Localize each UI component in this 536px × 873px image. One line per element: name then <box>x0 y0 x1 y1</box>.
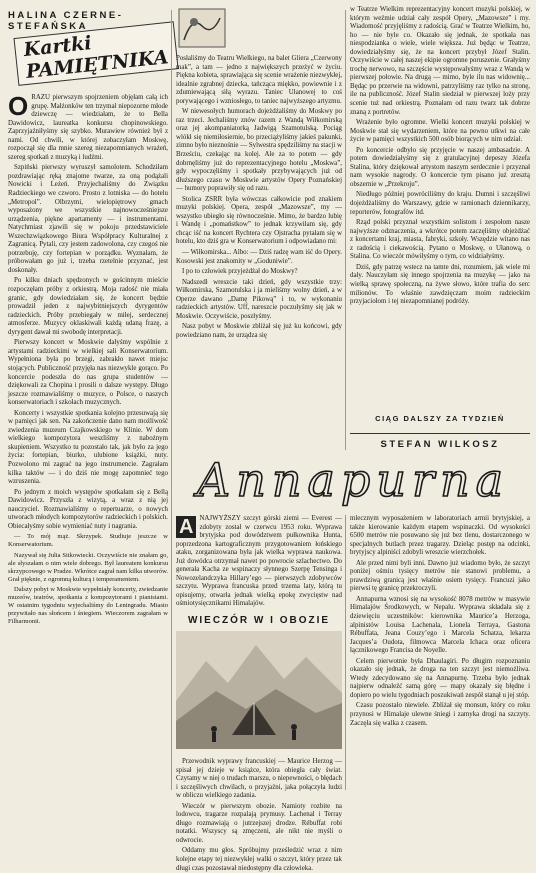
article1-column-c <box>350 6 530 448</box>
title-lettering <box>176 452 530 510</box>
paragraph: Nazywał się Julia Sitkowiecki. Oczywiście nie znałam go, ale słyszałam o nim wiele dobrego. Był laureatem konkursu skrzypcowego w Pradze. Wkrótce zagrał nam kilka utworów. Grał pięknie, z ogromną kulturą i temperamentem. <box>8 551 168 583</box>
paragraph: A NAJWYŻSZY szczyt górski ziemi — Everest — zdobyty został w czerwcu 1953 roku. Wyprawa brytyjska pod dowództwem pułkownika Hunta, poprzedzona kartograficznym przygotowaniem łońskiego ataku, zorganizowana była jak wielka wyprawa naukowa. Już dowódca otrzymał nawet po powrocie szlachectwo. Do generała Kacha ze wspinaczy słynnego Szerpę Tensinga i Nowozelandczyka Hillary’ego — pierwszych zdobywców szczytu. Wyprawa francuska przed trzema laty, którą tu opisujemy, otwarła jednak wielką epokę zwycięstw nad ośmiotysięcznikami Himalajów. <box>176 515 342 608</box>
article1-author: HALINA CZERNE-STEFAŃSKA <box>8 10 124 32</box>
paragraph: Wieczór w pierwszym obozie. Namioty rozbite na lodowcu, tragarze rozpalają prymusy. Lachenal i Terray długo rozmawiają o jutrzejszej drodze. Rébuffat robi notatki. Wszyscy są zmęczeni, ale nikt nie myśli o odwrocie. <box>176 802 342 844</box>
paragraph: Celem pierwotnie była Dhaulagiri. Po długim rozpoznaniu okazało się jednak, że droga na ten szczyt jest niemożliwa. Wtedy zdecydowano się na Annapurnę. Trzeba było jednak najpierw odnaleźć samą górę — mapy okazały się błędne i dopiero po wielu tygodniach poszukiwań zespół stanął u jej stóp. <box>350 657 530 699</box>
paragraph: W niewesołych humorach dojeżdżaliśmy do Moskwy po raz trzeci. Jechaliśmy znów razem z Wandą Wiłkomirską oraz jej akompaniatorką Jadwigą Szamotulską. Pociąg wlókł się niemiłosiernie, bo przeciążyliśmy jakieś pakunki, zimno było nieznośnie — Sylwestra spędziliśmy na stacji w Brześciu, czekając na kolej. Ale za to potem — gdy dobrnęliśmy już do reprezentacyjnego hotelu „Moskwa”, gdy wypoczęliśmy i spotkały przybywających już od dłuższego czasu w Moskwie artystów Opery Poznańskiej — humory poprawiły się od razu. <box>176 108 342 193</box>
paragraph: — To mój mąż. Skrzypek. Studiuje jeszcze w Konserwatorium. <box>8 533 168 549</box>
article2-title-block <box>176 452 530 510</box>
paragraph: ORAZU pierwszym spojrzeniem objęłam całą ich grupę. Małżonków ten trzymał niepozorne młode dziewczę — wiedziałam, że to Bella Dawidowicz, laureatka konkursu chopinowskiego. Zaprzyjaźniłyśmy się szybko. Murawiew również był z nami. Od chwili, w której zobaczyłam Moskwę, rozpoczął się dla mnie szereg niezapomnianych wrażeń, szereg spotkań z muzyką i ludźmi. <box>8 91 168 161</box>
paragraph: — Wiłkomirska... Albo: — Dziś radzę wam iść do Opery. Kosowski jest znakomity w „Goduniwie”. <box>176 249 342 265</box>
paragraph: Koncerty i wszystkie spotkania kolejno przesuwają się w pamięci jak sen. Na zakończenie dano nam możliwość zwiedzenia muzeum Czajkowskiego w Klinie. W dom wielkiego kompozytora weszliśmy z nabożnym skupieniem. Wszystko tu pozostało tak, jak było za jego życia: fortepian, biurko, ulubione książki, nuty. Pozwolono mi zagrać na jego instrumencie. Zagrałam kilka taktów — i do dziś nie mogę zapomnieć tego wzruszenia. <box>8 409 168 486</box>
article2-author: STEFAN WILKOSZ <box>350 433 530 450</box>
paragraph: Niedługo później powróciliśmy do kraju. Dumni i szczęśliwi dojeżdżaliśmy do Warszawy, gdzie w ramionach dziennikarzy, reporterów, fotografów itd. <box>350 191 530 216</box>
article2-title: Annapurna <box>196 453 510 507</box>
paragraph: Dziś, gdy patrzę wstecz na tamte dni, rozumiem, jak wiele mi dały. Nauczyłam się innego spojrzenia na muzykę — jako na wielką sprawę społeczną, na żywe słowo, które trafia do serc milionów. To właśnie zawdzięczam moim radzieckim przyjaciołom i tej niezapomnianej podróży. <box>350 263 530 306</box>
column-divider <box>345 10 346 450</box>
paragraph: I po to człowiek przyjeżdżał do Moskwy? <box>182 268 298 276</box>
article1-column-b <box>176 6 342 448</box>
article1-title: Kartki PAMIĘTNIKA <box>13 21 178 86</box>
paragraph: Dalszy pobyt w Moskwie wypełniały koncerty, zwiedzanie muzeów, teatrów, spotkania z kompozytorami i pianistami. W ostatnim tygodniu wyjechaliśmy do Leningradu. Miasto przywitało nas słońcem i śniegiem. Wieczorem zagrałam w Filharmonii. <box>8 585 168 626</box>
decorative-badge-icon <box>176 6 228 50</box>
article1-footer <box>350 408 530 454</box>
paragraph: Nadszedł wreszcie taki dzień, gdy wszystkie trzy: Wiłkomirska, Szamotulska i ja mieliśmy wolny dzień, a w Operze dawano „Damę Pikową” i to, w wykonaniu radzieckich artystów. Uff, nareszcie poczułyśmy się jak w Moskwie. Oczywiście, poszłyśmy. <box>176 278 342 320</box>
paragraph: Posłaliśmy do Teatru Wielkiego, na balet Gliera „Czerwony mak”, a tam — jedno z największych przeżyć w życiu. Piękna kobieta, sprawiająca się scenie wrażenie niezwykłej, idealnie zgrabnej dziecka, tańcząca miękko, powiewnie i z zdumiewającą siłą wyrazu. Taniec Ułanowej to coś porywającego i wzniosłego, to taniec najwyższego artyzmu. <box>176 55 342 105</box>
continued-notice: CIĄG DALSZY ZA TYDZIEŃ <box>350 412 530 425</box>
paragraph: Nasz pobyt w Moskwie zbliżał się już ku końcowi, gdy powiedziano nam, że urządza się <box>176 323 342 339</box>
article2-subhead: WIECZÓR W I OBOZIE <box>187 615 331 627</box>
dropcap: O <box>8 91 29 121</box>
paragraph: Wrażenie było ogromne. Wielki koncert muzyki polskiej w Moskwie stał się wydarzeniem, które na pewno utkwi na całe życie w pamięci wszystkich 500 osób biorących w nim udział. <box>350 119 530 144</box>
article2-column-b <box>176 515 342 872</box>
paragraph: Annapurna wznosi się na wysokość 8078 metrów w masywie Himalajów Środkowych, w Nepalu. Wyprawa składała się z dziewięciu uczestników: kierownika Maurice’a Herzoga, alpinistów Louisa Lachenala, Lionela Terraya, Gastona Rébuffata, Jeana Couzy’ego i Marcela Schatza, lekarza Jacques’a Oudota, filmowca Marcela Ichaca oraz oficera łącznikowego Francisa de Noyelle. <box>350 595 530 655</box>
paragraph: Przewodnik wyprawy francuskiej — Maurice Herzog — spisał jej dzieje w książce, która obiegła cały świat. Czytamy w niej o trudach marszu, o niepewności, o błędach i szczęśliwych chwilach, o przyjaźni, jaka połączyła ludzi w obliczu wielkiego zadania. <box>176 758 342 800</box>
paragraph: Po koncercie odbyło się przyjęcie w naszej ambasadzie. A potem dowiedziałyśmy się z gratulacyjnej depeszy Józefa Stalina, który dziękował artystom naszym serdecznie i przyznał nam wysokie nagrody. O koncercie tym pisano już zresztą obszernie w „Przekroju”. <box>350 146 530 188</box>
paragraph: Szpiński pierwszy wyruszył samolotem. Schodziłam pozdrawiając ręką znajome twarze, za oną podążali Nowicki i Leżeń. Przyjechaliśmy do Związku Radzieckiego we czworo. Prosto z lotniska — do hotelu „Metropol”. Olbrzymi, wielopiętrowy gmach wyposażony we wszystkie najnowocześniejsze urządzenia, piękne apartamenty — i instrumentami. Natychmiast zjawili się w pokoju przedstawiciele Wszechzwiązkowego Biura Współpracy Kulturalnej z Zagranicą. Pytali, czy jestem zadowolona, czy czegoś nie potrzebuję, czy fortepian w porządku. Wyznałam, że próbowałam go już i, trzeba rzetelnie przyznać, jest doskonały. <box>8 164 168 274</box>
mountain-tent-icon <box>176 631 342 749</box>
column-divider <box>171 10 172 790</box>
article2-column-c <box>350 515 530 795</box>
paragraph: Po kilku dniach spędzonych w gościnnym mieście rozpoczęłam próby z orkiestrą. Moja radość nie miała granic, gdy dowiedziałam się, że koncert będzie prowadził jeden z najwybitniejszych dyrygentów radzieckich. Próby przebiegały w miłej, serdecznej atmosferze. Muzycy oklaskiwali każdą udaną frazę, a dyrygent dawał mi swobodę interpretacji. <box>8 277 168 336</box>
article1-body-a <box>8 91 168 626</box>
paragraph: Stolica ZSRR była wówczas całkowicie pod znakiem muzyki polskiej. Opera, zespół „Mazowsze”, my — wszystko ubiegło się równocześnie. Mimo, że bardzo lubię i Wandę i „pomaństkow” to jednak krzywiłam się, gdy chcąc iść na koncert Rychtera czy Ojstracha pytałam się w hotelu, kto dziś gra w Konserwatorium i odpowiadano mi: <box>176 195 342 246</box>
paragraph: Oddamy mu głos. Spróbujmy prześledzić wraz z nim kolejne etapy tej niezwykłej walki o szczyt, który przez tak długi czas pozostawał niedostępny dla człowieka. <box>176 847 342 872</box>
paragraph: Po jednym z moich występów spotkałam się z Bellą Dawidowicz. Przyszła z wizytą, a wraz z nią jej nauczyciel. Rozmawialiśmy o repertuarze, o nowych utworach młodych kompozytorów radzieckich i polskich. Obiecałyśmy sobie wymieniać nuty i nagrania. <box>8 488 168 530</box>
decorative-badge-space <box>176 6 342 55</box>
article1-column-a <box>8 10 168 795</box>
paragraph: w Teatrze Wielkim reprezentacyjny koncert muzyki polskiej, w którym weźmie udział cały zespół Opery, „Mazowsze” i my. Wiadomość przyjęliśmy z radością. Grać w Teatrze Wielkim, ho, ho — nie byle co. Okazało się jednak, że spotkała nas niespodzianka o wiele, wiele większa. Już będąc w Teatrze, dowiedziałyśmy się, że na koncert przybył Józef Stalin. Oczywiście w całej naszej ekipie ogromne poruszenie. Grałyśmy trochę nerwowo, na szczęście występowałyśmy wraz z Wandą w pierwszej połowie. Na drugą — mimo, byle ilu nas widownię... Będąc po przerwie na widowni, patrzyliśmy raz tylko na stronę, ile na publiczność. Józef Stalin siedział w pierwszej loży przy scenie tuż nad orkiestrą. Poznałam od razu twarz tak dobrze znaną z portretów. <box>350 6 530 116</box>
column-divider <box>345 515 346 790</box>
dropcap: A <box>176 516 196 538</box>
paragraph: Rząd polski przyznał wszystkim solistom i zespołom nasze najwyższe odznaczenia, a wkrótce potem zaczęliśmy objeżdżać z koncertami kraj, miasta, fabryki, szkoły. Wszędzie witano nas z radością i ciekawością. Pytano o Moskwę, o Ułanową, o Stalina. Co wieczór mówiłyśmy o tym, co widziałyśmy. <box>350 219 530 261</box>
mountain-illustration <box>176 631 342 754</box>
paragraph: Czasu pozostało niewiele. Zbliżał się monsun, który co roku przynosi w Himalaje ulewne śniegi i zamyka drogi na szczyty. Zaczęła się walka z czasem. <box>350 702 530 727</box>
paragraph: Ale przed nimi byli inni. Dawno już wiadomo było, że szczyt poniżej ośmiu tysięcy metrów nie stanowi problemu, a prawdziwą granicą jest właśnie osiem tysięcy. Francuzi jako pierwsi tę granicę przekroczyli. <box>350 559 530 593</box>
paragraph: mlecznym wyposażeniem w laboratoriach armii brytyjskiej, a także kierowanie każdym etapem wspinaczki. Od wysokości 6500 metrów nie posuwano się już bez tlenu, dostarczonego w specjalnych butlach przez tragarzy. Dzieląc postęp na odcinki, brytyjscy alpiniści zdobyli wreszcie wierzchołek. <box>350 515 530 557</box>
paragraph: Pierwszy koncert w Moskwie dałyśmy wspólnie z artystami radzieckimi w wielkiej sali Konserwatorium. Wypełniona była po brzegi, zabrakło nawet miejsc stojących. Publiczność przyjęła nas niezwykle gorąco. Po koncercie podeszła do nas grupa studentów — dziękowali za Chopina i prosili o dalsze występy. Długo jeszcze rozmawialiśmy o muzyce, o Polsce, o naszych konserwatoriach i szkołach muzycznych. <box>8 339 168 407</box>
